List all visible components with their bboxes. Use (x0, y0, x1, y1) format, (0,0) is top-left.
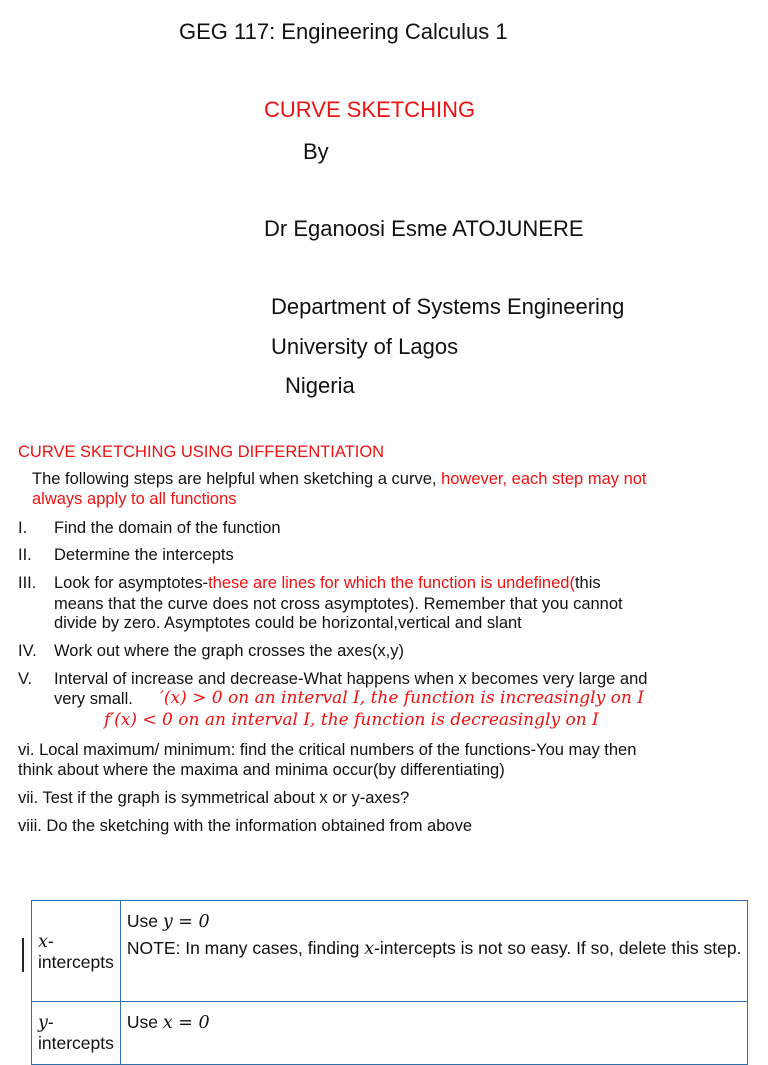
department-name: Department of Systems Engineering (271, 294, 625, 319)
use-prefix: Use (126, 911, 163, 931)
note-variable: x (364, 939, 375, 959)
step-number: I. (18, 519, 28, 537)
table-cell-content (120, 901, 748, 1002)
step-3-line-3: divide by zero. Asymptotes could be horizontal,vertical and slant (54, 614, 522, 632)
step-number: III. (18, 574, 37, 592)
intro-warning: however, each step may not (441, 470, 647, 488)
step-number: V. (18, 670, 33, 688)
by-label: By (303, 139, 329, 164)
step-text (54, 573, 601, 593)
step-7: vii. Test if the graph is symmetrical about x or y-axes? (18, 789, 410, 807)
use-equation: y = 0 (162, 912, 210, 932)
step-text: Work out where the graph crosses the axes(x,y) (54, 642, 405, 660)
variable: y (38, 1013, 48, 1033)
use-line (127, 911, 742, 932)
intro-text: The following steps are helpful when sketching a curve, (32, 470, 442, 488)
step-5-line-2: very small. (54, 690, 133, 708)
course-title: GEG 117: Engineering Calculus 1 (179, 19, 508, 44)
author-name: Dr Eganoosi Esme ATOJUNERE (264, 216, 584, 241)
step-text: Find the domain of the function (54, 519, 281, 537)
note-line (127, 938, 742, 959)
use-line (127, 1012, 742, 1033)
label-text: -intercepts (38, 1012, 114, 1053)
intro-warning-line-2: always apply to all functions (32, 490, 237, 508)
step-text: Interval of increase and decrease-What happens when x becomes very large and (54, 670, 648, 688)
table-row (32, 1002, 748, 1065)
topic-title: CURVE SKETCHING (264, 97, 476, 122)
intro-line-1 (32, 469, 647, 489)
section-heading: CURVE SKETCHING USING DIFFERENTIATION (18, 443, 385, 461)
decreasing-condition-math: f′(x) < 0 on an interval I, the function is decreasingly on I (104, 710, 599, 730)
intercepts-table (31, 900, 748, 1065)
increasing-condition-math: ′(x) > 0 on an interval I, the function is increasingly on I (160, 688, 644, 708)
table-margin-bar (22, 938, 24, 972)
step-6-line-2: think about where the maxima and minima occur(by differentiating) (18, 761, 505, 779)
university-name: University of Lagos (271, 334, 459, 359)
use-prefix: Use (126, 1012, 163, 1032)
step-number: IV. (18, 642, 37, 660)
step-3-line-2: means that the curve does not cross asymptotes). Remember that you cannot (54, 595, 623, 613)
table-cell-label (32, 901, 121, 1002)
note-text: -intercepts is not so easy. If so, delete this step. (374, 938, 742, 958)
step-text-part: this (574, 574, 601, 592)
table-cell-content (120, 1002, 748, 1065)
step-number: II. (18, 546, 32, 564)
step-8: viii. Do the sketching with the information obtained from above (18, 817, 472, 835)
step-text-part: Look for asymptotes- (54, 574, 209, 592)
step-text-highlight: these are lines for which the function is undefined( (208, 574, 575, 592)
table-row (32, 901, 748, 1002)
note-text: NOTE: In many cases, finding (126, 938, 365, 958)
table-cell-label (32, 1002, 121, 1065)
use-equation: x = 0 (162, 1013, 210, 1033)
country-name: Nigeria (285, 373, 355, 398)
step-text: Determine the intercepts (54, 546, 234, 564)
variable: x (38, 932, 48, 952)
label-text: -intercepts (38, 931, 114, 972)
step-6-line-1: vi. Local maximum/ minimum: find the critical numbers of the functions-You may then (18, 741, 637, 759)
